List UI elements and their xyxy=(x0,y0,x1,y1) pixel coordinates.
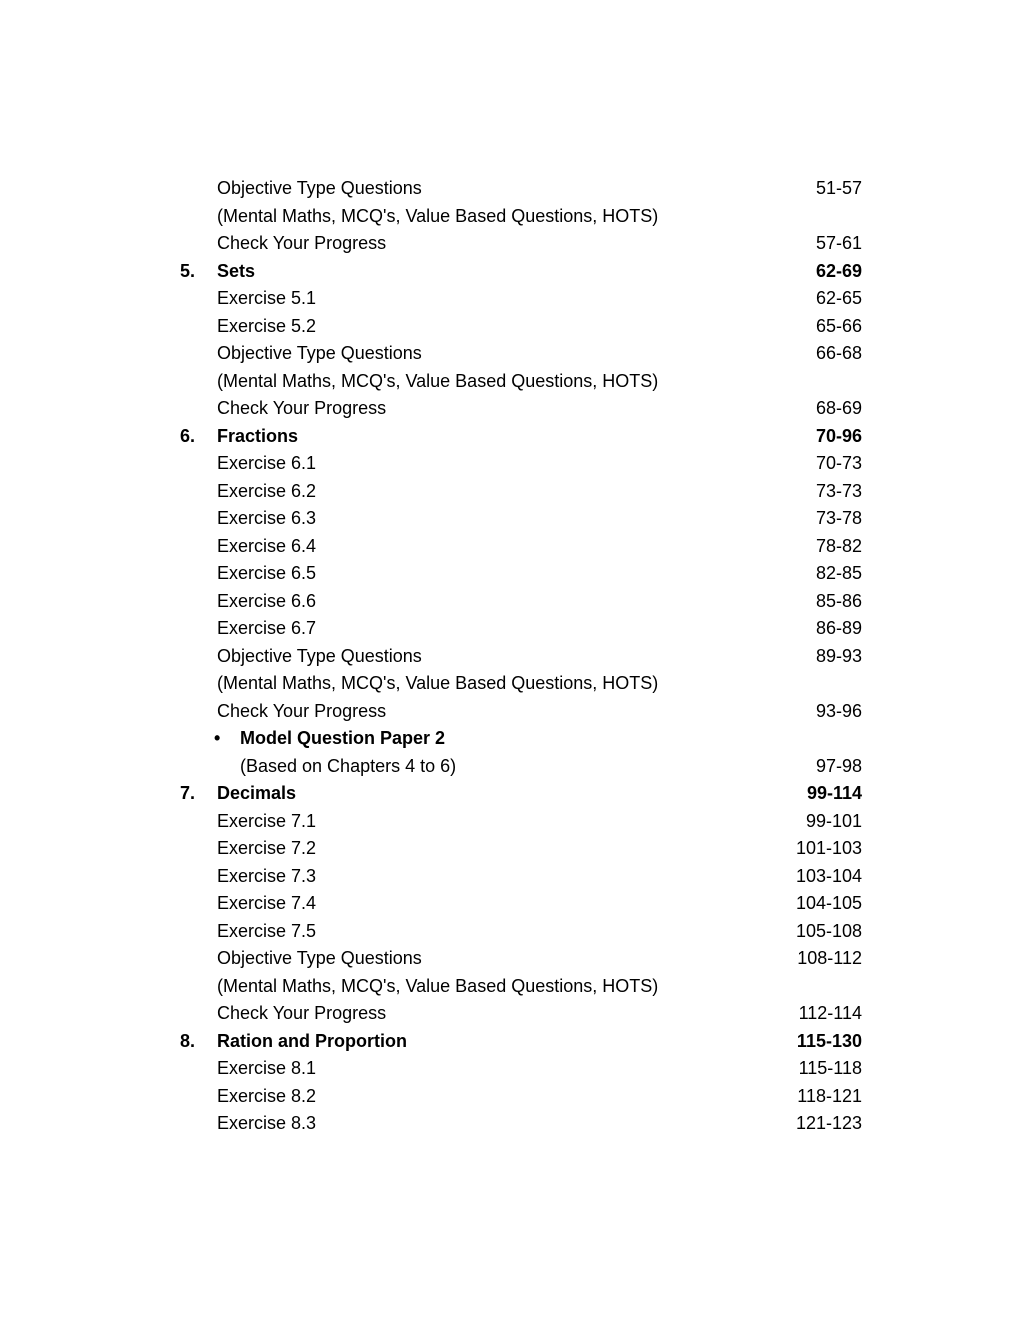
toc-entry-title: Exercise 7.1 xyxy=(217,810,317,831)
toc-entry-title: Exercise 7.4 xyxy=(217,893,317,913)
toc-page-range: 85-86 xyxy=(815,590,862,611)
toc-row xyxy=(0,945,1020,973)
toc-row xyxy=(0,368,1020,396)
toc-row xyxy=(0,835,1020,863)
chapter-number: 6. xyxy=(180,425,196,446)
toc-entry-title: Exercise 5.1 xyxy=(217,288,317,308)
toc-entry-title: Check Your Progress xyxy=(217,1003,387,1023)
toc-row xyxy=(0,395,1020,423)
toc-page-range: 66-68 xyxy=(815,343,862,363)
chapter-page-range: 99-114 xyxy=(806,783,862,803)
chapter-title: Ration and Proportion xyxy=(217,1030,407,1051)
toc-row xyxy=(0,533,1020,561)
toc-entry-title: Exercise 6.7 xyxy=(217,618,317,638)
toc-row xyxy=(0,313,1020,341)
toc-row xyxy=(0,890,1020,918)
toc-entry-subtitle: (Mental Maths, MCQ's, Value Based Questions, HOTS) xyxy=(217,370,659,391)
toc-row xyxy=(0,588,1020,616)
toc-entry-title: Check Your Progress xyxy=(217,398,387,418)
toc-row xyxy=(0,1055,1020,1083)
toc-row xyxy=(0,340,1020,368)
model-paper-title: Model Question Paper 2 xyxy=(240,728,446,748)
toc-chapter-row xyxy=(0,780,1020,808)
toc-row xyxy=(0,808,1020,836)
toc-entry-title: Exercise 6.4 xyxy=(217,535,317,556)
toc-page-range: 86-89 xyxy=(815,618,862,638)
toc-page-range: 73-78 xyxy=(815,508,862,528)
toc-page-range: 108-112 xyxy=(797,948,862,968)
toc-entry-title: Objective Type Questions xyxy=(217,178,422,198)
toc-page-range: 89-93 xyxy=(815,645,862,666)
toc-entry-title: Exercise 6.6 xyxy=(217,590,317,611)
toc-entry-title: Exercise 8.2 xyxy=(217,1085,317,1106)
toc-row xyxy=(0,643,1020,671)
toc-page-range: 70-73 xyxy=(815,453,862,473)
toc-row xyxy=(0,560,1020,588)
chapter-title: Decimals xyxy=(217,783,297,803)
toc-row xyxy=(0,505,1020,533)
toc-entry-title: Exercise 6.2 xyxy=(217,480,317,501)
toc-entry-title: Check Your Progress xyxy=(217,233,387,253)
toc-page-range: 97-98 xyxy=(815,755,862,776)
chapter-title: Sets xyxy=(217,260,256,281)
toc-entry-title: Exercise 8.1 xyxy=(217,1058,317,1078)
toc-entry-title: Exercise 7.5 xyxy=(217,920,317,941)
toc-page-range: 99-101 xyxy=(805,810,862,831)
chapter-number: 8. xyxy=(180,1030,196,1051)
chapter-title: Fractions xyxy=(217,425,299,446)
toc-entry-title: Objective Type Questions xyxy=(217,343,422,363)
toc-page-range: 57-61 xyxy=(815,233,862,253)
toc-row xyxy=(0,753,1020,781)
toc-row xyxy=(0,203,1020,231)
toc-page-range: 62-65 xyxy=(815,288,862,308)
toc-row xyxy=(0,698,1020,726)
chapter-number: 7. xyxy=(180,783,196,803)
toc-row xyxy=(0,478,1020,506)
toc-row xyxy=(0,1083,1020,1111)
bullet-icon: • xyxy=(214,728,221,748)
toc-entry-title: Exercise 7.2 xyxy=(217,838,317,858)
toc-entry-subtitle: (Mental Maths, MCQ's, Value Based Questions, HOTS) xyxy=(217,673,659,693)
toc-entry-subtitle: (Mental Maths, MCQ's, Value Based Questions, HOTS) xyxy=(217,975,659,996)
toc-page-range: 82-85 xyxy=(815,563,862,583)
toc-page-range: 73-73 xyxy=(815,480,862,501)
toc-page-range: 118-121 xyxy=(797,1085,862,1106)
toc-entry-title: Exercise 6.5 xyxy=(217,563,317,583)
toc-page-range: 115-118 xyxy=(798,1058,862,1078)
toc-row xyxy=(0,175,1020,203)
toc-row xyxy=(0,973,1020,1001)
toc-entry-subtitle: (Mental Maths, MCQ's, Value Based Questions, HOTS) xyxy=(217,205,659,226)
toc-page-range: 105-108 xyxy=(795,920,862,941)
toc-entry-title: Objective Type Questions xyxy=(217,948,422,968)
toc-row xyxy=(0,1000,1020,1028)
toc-entry-title: Exercise 6.3 xyxy=(217,508,317,528)
chapter-page-range: 70-96 xyxy=(815,425,862,446)
toc-entry-title: Check Your Progress xyxy=(217,700,387,721)
toc-entry-title: Objective Type Questions xyxy=(217,645,422,666)
toc-page-range: 93-96 xyxy=(815,700,862,721)
toc-entry-title: Exercise 5.2 xyxy=(217,315,317,336)
toc-page-range: 101-103 xyxy=(795,838,862,858)
chapter-page-range: 62-69 xyxy=(815,260,862,281)
chapter-page-range: 115-130 xyxy=(796,1030,862,1051)
toc-row xyxy=(0,863,1020,891)
toc-row xyxy=(0,285,1020,313)
toc-page-range: 103-104 xyxy=(795,865,862,886)
toc-page-range: 51-57 xyxy=(815,178,862,198)
toc-page-range: 68-69 xyxy=(815,398,862,418)
table-of-contents xyxy=(0,175,1020,1138)
toc-row xyxy=(0,1110,1020,1138)
toc-row xyxy=(0,450,1020,478)
toc-row xyxy=(0,918,1020,946)
toc-chapter-row xyxy=(0,258,1020,286)
toc-entry-title: Exercise 7.3 xyxy=(217,865,317,886)
toc-row xyxy=(0,230,1020,258)
toc-model-paper-row xyxy=(0,725,1020,753)
toc-entry-subtitle: (Based on Chapters 4 to 6) xyxy=(240,755,457,776)
toc-row xyxy=(0,615,1020,643)
toc-row xyxy=(0,670,1020,698)
toc-chapter-row xyxy=(0,423,1020,451)
toc-page-range: 121-123 xyxy=(795,1113,862,1133)
toc-entry-title: Exercise 6.1 xyxy=(217,453,317,473)
toc-entry-title: Exercise 8.3 xyxy=(217,1113,317,1133)
chapter-number: 5. xyxy=(180,260,196,281)
toc-page-range: 65-66 xyxy=(815,315,862,336)
toc-page-range: 112-114 xyxy=(798,1003,862,1023)
toc-page-range: 78-82 xyxy=(815,535,862,556)
toc-page-range: 104-105 xyxy=(795,893,862,913)
toc-chapter-row xyxy=(0,1028,1020,1056)
